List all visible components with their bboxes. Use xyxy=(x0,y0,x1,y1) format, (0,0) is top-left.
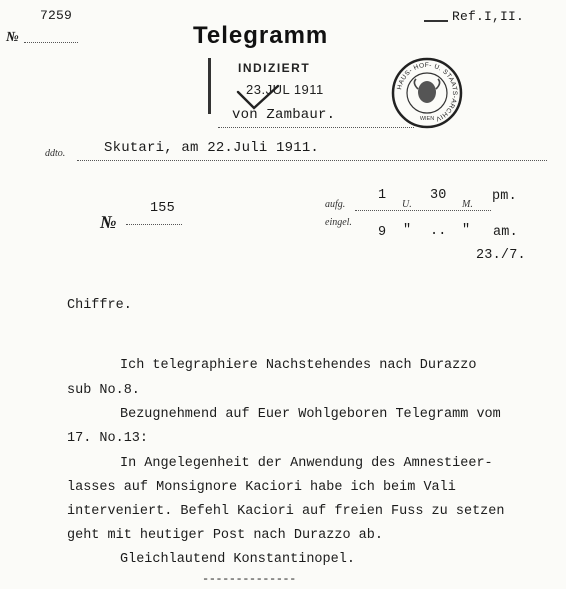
place-date: Skutari, am 22.Juli 1911. xyxy=(104,140,320,156)
body-line-1: Ich telegraphiere Nachstehendes nach Durazzo xyxy=(120,358,477,373)
transmission-number-underline xyxy=(126,224,182,225)
indiziert-stamp: INDIZIERT xyxy=(238,61,311,75)
chiffre-label: Chiffre. xyxy=(67,298,132,313)
eingel-hour: 9 xyxy=(378,225,387,240)
eingel-ditto-1: " xyxy=(403,223,412,238)
eingel-period: am. xyxy=(493,225,518,240)
u-label: U. xyxy=(402,199,412,210)
ddto-label: ddto. xyxy=(45,148,66,159)
aufg-minute: 30 xyxy=(430,188,447,203)
number-sign: № xyxy=(6,30,19,45)
sender-underline xyxy=(218,127,414,128)
archive-seal-icon xyxy=(390,56,464,130)
transmission-number-sign: № xyxy=(100,212,117,232)
stamp-date: 23.JUL 1911 xyxy=(246,82,324,97)
stamp-bracket xyxy=(208,58,215,114)
body-line-3: Bezugnehmend auf Euer Wohlgeboren Telegramm vom xyxy=(120,407,501,422)
page-title: Telegramm xyxy=(193,22,329,49)
number-underline xyxy=(24,42,78,43)
sender: von Zambaur. xyxy=(232,107,336,123)
body-line-9: Gleichlautend Konstantinopel. xyxy=(120,552,355,567)
place-date-underline xyxy=(77,160,547,161)
aufg-period: pm. xyxy=(492,189,517,204)
body-line-2: sub No.8. xyxy=(67,383,140,398)
seal-ring-text: HAUS- HOF- U. STAATS-ARCHIV xyxy=(396,61,459,123)
body-line-4: 17. No.13: xyxy=(67,431,149,446)
body-line-6: lasses auf Monsignore Kaciori habe ich beim Vali xyxy=(67,480,456,495)
reference: Ref.I,II. xyxy=(452,9,525,24)
ref-dash xyxy=(424,20,448,22)
eingel-ditto-3: " xyxy=(462,223,471,238)
body-line-5: In Angelegenheit der Anwendung des Amnestieer- xyxy=(120,456,493,471)
transmission-number: 155 xyxy=(150,201,175,216)
document-number: 7259 xyxy=(40,8,73,23)
aufg-underline xyxy=(355,210,491,211)
body-line-7: interveniert. Befehl Kaciori auf freien Fuss zu setzen xyxy=(67,504,505,519)
eingel-ditto-2: .. xyxy=(430,224,447,239)
eingel-label: eingel. xyxy=(325,217,352,228)
seal-city: WIEN xyxy=(419,116,435,122)
received-date: 23./7. xyxy=(476,248,526,263)
aufg-hour: 1 xyxy=(378,188,387,203)
body-line-8: geht mit heutiger Post nach Durazzo ab. xyxy=(67,528,383,543)
m-label: M. xyxy=(462,199,473,210)
aufg-label: aufg. xyxy=(325,199,346,210)
end-mark: -------------- xyxy=(202,572,296,586)
